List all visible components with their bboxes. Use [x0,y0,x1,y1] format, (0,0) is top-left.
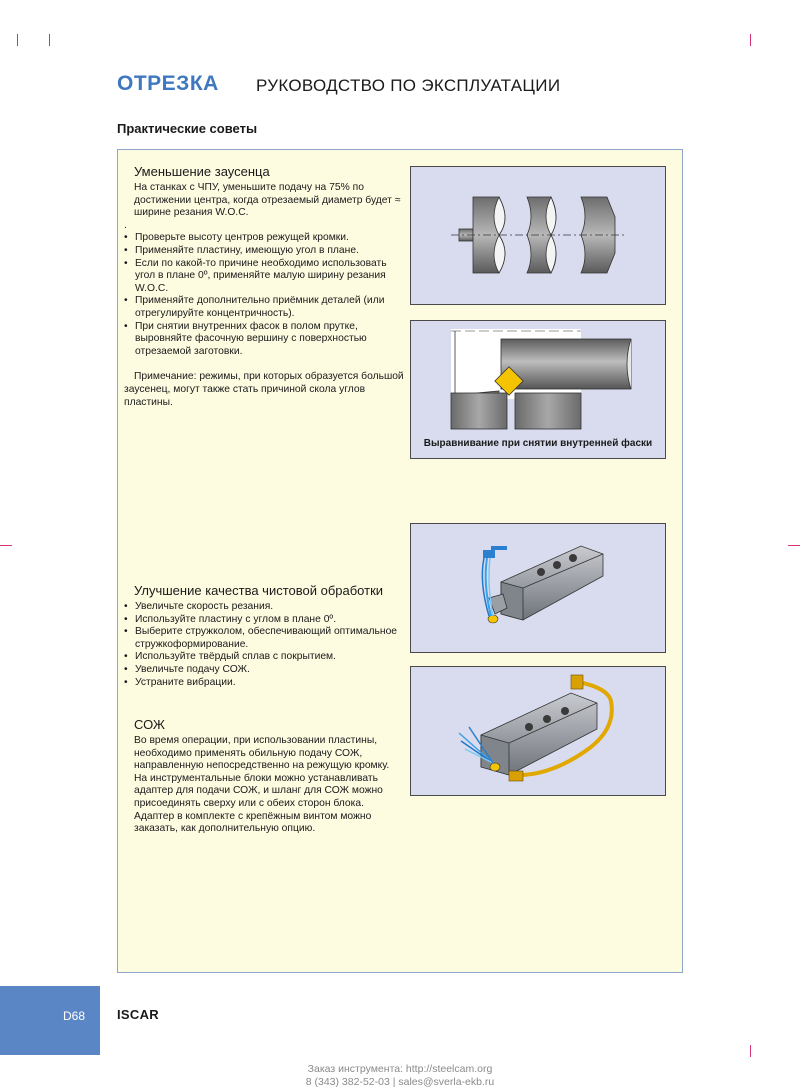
figure-tool-coolant [410,523,666,653]
crop-mark [750,1045,751,1057]
parted-discs-illustration [411,167,666,305]
page-subtitle: РУКОВОДСТВО ПО ЭКСПЛУАТАЦИИ [256,76,561,95]
burr-block [124,164,404,409]
coolant-heading: СОЖ [134,717,165,732]
crop-mark [750,34,751,46]
figure-chamfer-alignment [410,320,666,459]
page-title: ОТРЕЗКА [117,72,219,95]
footer [0,1063,800,1089]
brand-name: ISCAR [117,1007,159,1022]
list-item: • Применяйте дополнительно приёмник деталей (или отрегулируйте концентричность). [124,295,404,320]
list-item: • Проверьте высоту центров режущей кромки. [124,232,404,245]
burr-note: Примечание: режимы, при которых образуется большой заусенец, могут также стать причиной скола углов пластины. [124,371,404,408]
footer-order-link[interactable]: Заказ инструмента: http://steelcam.org [307,1063,493,1075]
crop-mark [0,545,12,546]
coolant-tap-illustration [411,524,666,653]
list-item: • Выберите стружколом, обеспечивающий оптимальное стружкоформирование. [124,626,404,651]
crop-mark [49,34,50,46]
page-number: D68 [63,1009,86,1023]
list-item: • Используйте пластину с углом в плане 0º. [124,614,404,627]
coolant-text-1: Во время операции, при использовании пластины, необходимо применять обильную подачу СОЖ, направленную непосредственно на режущую кромку. [134,735,390,772]
figure-coolant-adapter [410,666,666,796]
burr-intro: На станках с ЧПУ, уменьшите подачу на 75% по достижении центра, когда отрезаемый диаметр будет ≈ ширине резания W.O.C. [134,182,401,219]
coolant-block [124,717,399,836]
section-title: Практические советы [117,121,258,136]
chamfer-caption: Выравнивание при снятии внутренней фаски [423,438,653,449]
figure-parted-discs [410,166,666,305]
footer-contacts: 8 (343) 382-52-03 | sales@sverla-ekb.ru [305,1076,495,1088]
finish-block [124,583,404,689]
list-item: • Используйте твёрдый сплав с покрытием. [124,651,404,664]
finish-heading: Улучшение качества чистовой обработки [134,583,384,598]
coolant-text-2: На инструментальные блоки можно устанавливать адаптер для подачи СОЖ, и шланг для СОЖ можно присоединять сверху или с обеих сторон блока. Адаптер в комплекте с крепёжным винтом можно заказать, как дополнительную опцию. [134,772,383,835]
coolant-adapter-illustration [411,667,666,796]
list-item: • Если по какой-то причине необходимо использовать угол в плане 0º, применяйте малую ширину резания W.O.C. [124,258,404,296]
list-item: • Увеличьте скорость резания. [124,601,404,614]
list-item: • Увеличьте подачу СОЖ. [124,664,404,677]
burr-list [124,232,404,358]
list-item: • Устраните вибрации. [124,677,404,690]
burr-dot: . [124,219,127,231]
list-item: • Применяйте пластину, имеющую угол в плане. [124,245,404,258]
crop-mark [17,34,18,46]
crop-mark [788,545,800,546]
list-item: • При снятии внутренних фасок в полом прутке, выровняйте фасочную вершину с поверхностью отрезаемой заготовки. [124,321,404,359]
burr-heading: Уменьшение заусенца [134,164,270,179]
finish-list [124,601,404,689]
